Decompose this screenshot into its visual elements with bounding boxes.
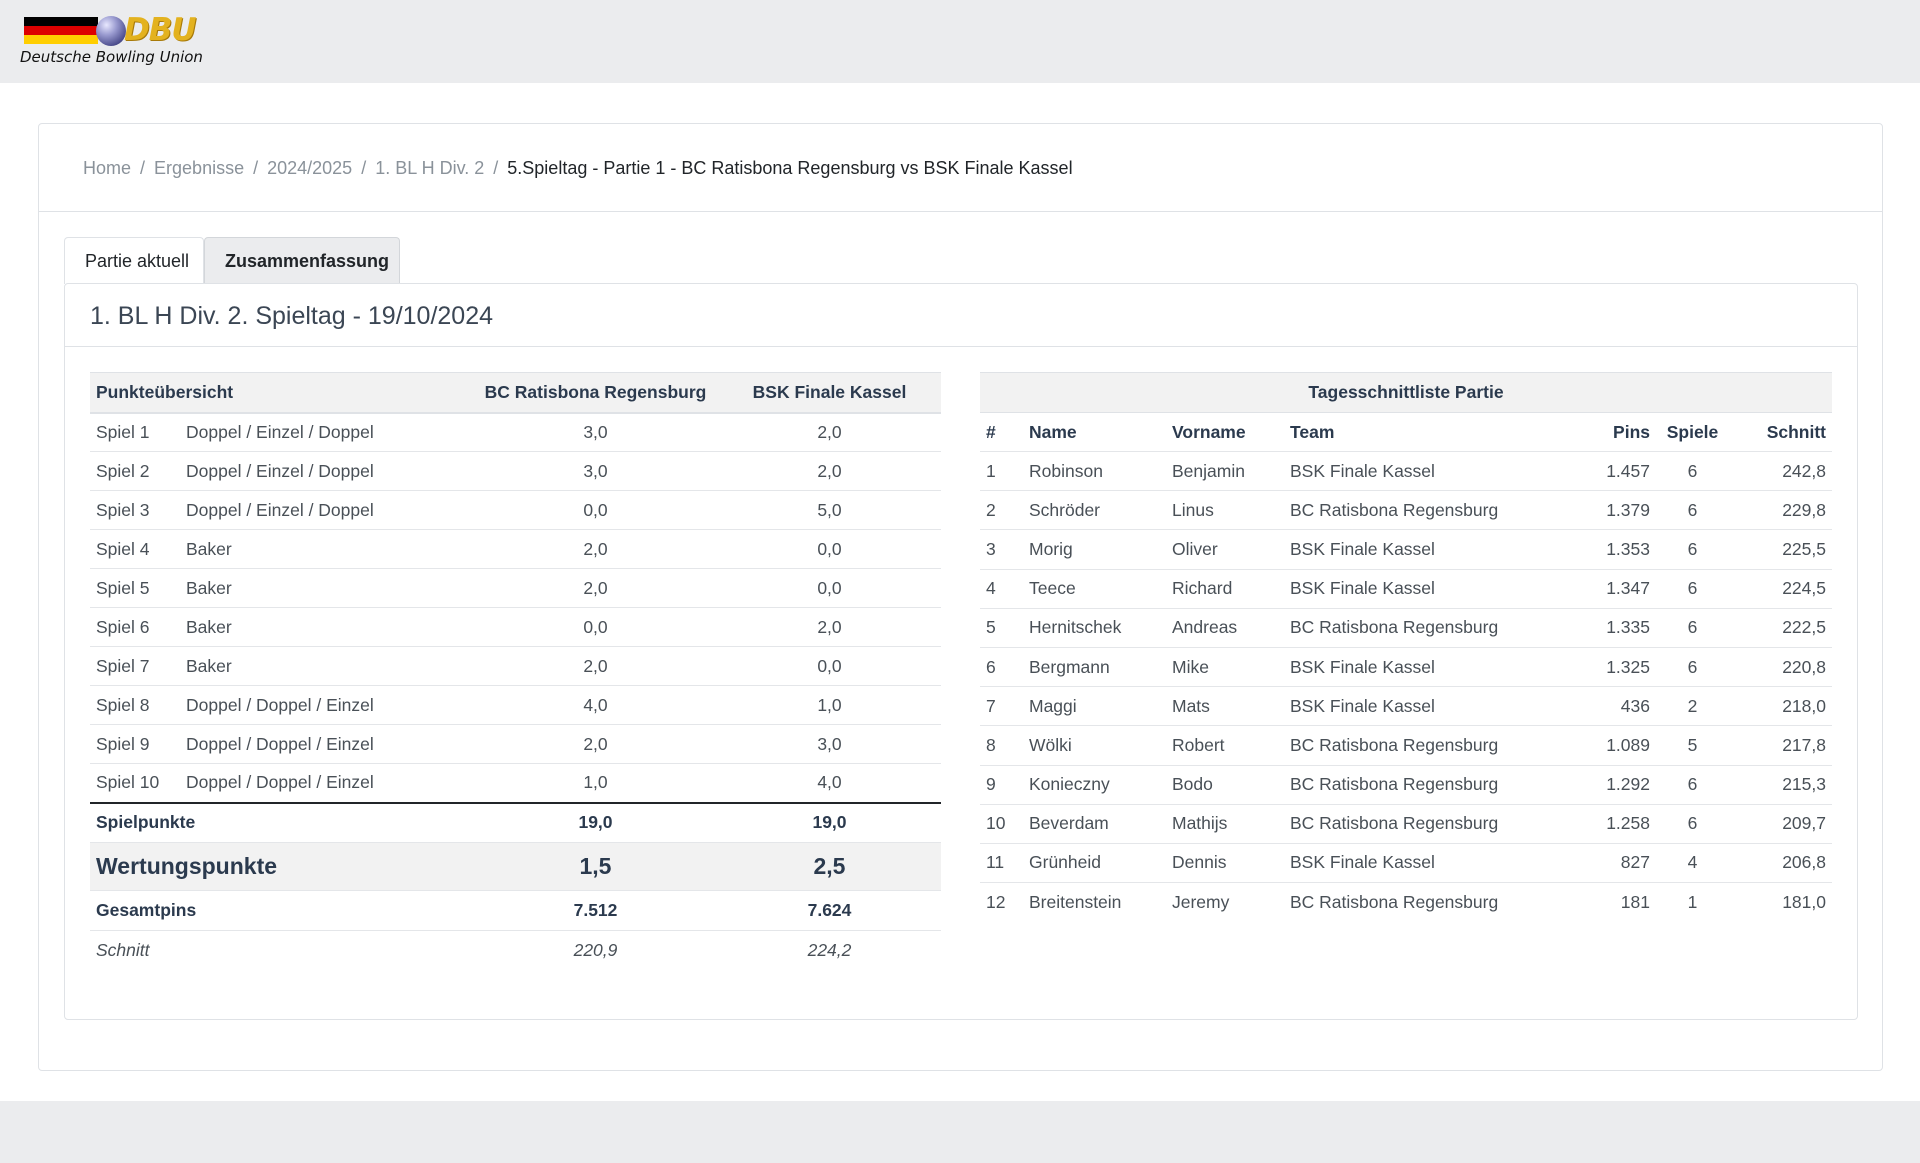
home-points: 0,0 [473,608,718,647]
home-points: 3,0 [473,413,718,452]
wertungspunkte-home: 1,5 [473,843,718,891]
game-label: Spiel 9 [90,725,186,764]
breadcrumb-season-link[interactable]: 2024/2025 [267,158,353,178]
cell-pins: 1.292 [1591,765,1650,804]
table-row [980,647,1832,686]
table-row [980,491,1832,530]
table-row [90,647,941,686]
cell-team: BC Ratisbona Regensburg [1290,608,1591,647]
table-row [90,491,941,530]
col-header-home-team: BC Ratisbona Regensburg [473,373,718,413]
cell-name: Schröder [1029,491,1172,530]
table-row [980,804,1832,843]
home-points: 2,0 [473,647,718,686]
cell-name: Konieczny [1029,765,1172,804]
cell-pins: 1.089 [1591,726,1650,765]
german-flag-icon [24,17,98,44]
cell-spiele: 1 [1687,891,1698,912]
flag-stripe-gold [24,35,98,44]
home-points: 2,0 [473,530,718,569]
cell-team: BSK Finale Kassel [1290,452,1591,491]
cell-vorname: Oliver [1172,530,1290,569]
cell-pins: 181 [1620,891,1650,912]
schnitt-row [90,931,941,971]
table-row [980,452,1832,491]
cell-pins: 1.347 [1591,569,1650,608]
cell-schnitt: 181,0 [1782,891,1826,912]
cell-schnitt: 224,5 [1735,569,1832,608]
cell-name: Grünheid [1029,843,1172,882]
game-mode: Doppel / Doppel / Einzel [186,686,473,725]
averages-table-body [980,452,1832,922]
cell-vorname: Mike [1172,647,1290,686]
cell-team: BC Ratisbona Regensburg [1290,491,1591,530]
game-mode: Baker [186,647,473,686]
gesamtpins-away: 7.624 [718,891,941,931]
game-mode: Doppel / Einzel / Doppel [186,452,473,491]
cell-pins: 827 [1591,843,1650,882]
cell-vorname: Mathijs [1172,804,1290,843]
home-points: 2,0 [473,725,718,764]
cell-vorname: Jeremy [1172,891,1230,912]
away-points: 0,0 [718,530,941,569]
cell-spiele: 4 [1650,843,1735,882]
cell-spiele: 6 [1650,804,1735,843]
home-points: 2,0 [473,569,718,608]
gesamtpins-label: Gesamtpins [90,891,473,931]
cell-spiele: 6 [1650,765,1735,804]
cell-schnitt: 206,8 [1735,843,1832,882]
cell-spiele: 6 [1650,491,1735,530]
cell-spiele: 2 [1650,687,1735,726]
cell-vorname: Robert [1172,726,1290,765]
table-row [980,765,1832,804]
table-row [90,413,941,452]
cell-pins: 1.258 [1591,804,1650,843]
col-header-punkteuebersicht: Punkteübersicht [90,373,473,413]
breadcrumb-ergebnisse-link[interactable]: Ergebnisse [154,158,245,178]
cell-name: Robinson [1029,452,1172,491]
breadcrumb-current: 5.Spieltag - Partie 1 - BC Ratisbona Regensburg vs BSK Finale Kassel [507,158,1073,178]
col-header-away-team: BSK Finale Kassel [718,373,941,413]
gesamtpins-home: 7.512 [473,891,718,931]
logo-tagline: Deutsche Bowling Union [20,48,203,66]
cell-rank: 11 [980,843,1029,882]
cell-team: BC Ratisbona Regensburg [1290,891,1499,912]
game-label: Spiel 5 [90,569,186,608]
col-header-vorname: Vorname [1172,413,1290,452]
schnitt-home: 220,9 [573,940,618,961]
table-row [90,569,941,608]
game-mode: Doppel / Einzel / Doppel [186,413,473,452]
main-card [38,123,1883,1071]
away-points: 2,0 [718,413,941,452]
game-label: Spiel 3 [90,491,186,530]
cell-pins: 1.353 [1591,530,1650,569]
tab-partie-aktuell[interactable]: Partie aktuell [64,237,204,284]
cell-spiele: 6 [1650,530,1735,569]
cell-pins: 1.379 [1591,491,1650,530]
tab-zusammenfassung[interactable]: Zusammenfassung [204,237,400,284]
cell-rank: 4 [980,569,1029,608]
away-points: 5,0 [718,491,941,530]
cell-name: Wölki [1029,726,1172,765]
table-row [980,687,1832,726]
table-row [980,530,1832,569]
away-points: 4,0 [718,764,941,803]
cell-spiele: 6 [1650,569,1735,608]
cell-schnitt: 217,8 [1735,726,1832,765]
divider [65,346,1857,347]
cell-pins: 1.335 [1591,608,1650,647]
game-label: Spiel 8 [90,686,186,725]
breadcrumb-home-link[interactable]: Home [83,158,132,178]
logo-letters: DBU [124,12,196,48]
breadcrumb-separator: / [140,158,146,178]
cell-vorname: Richard [1172,569,1290,608]
cell-team: BC Ratisbona Regensburg [1290,765,1591,804]
cell-pins: 1.325 [1591,647,1650,686]
spielpunkte-home: 19,0 [473,803,718,843]
cell-rank: 9 [980,765,1029,804]
game-label: Spiel 6 [90,608,186,647]
cell-vorname: Mats [1172,687,1290,726]
game-mode: Baker [186,608,473,647]
wertungspunkte-label: Wertungspunkte [90,843,473,891]
col-header-pins: Pins [1591,413,1650,452]
home-points: 1,0 [473,764,718,803]
wertungspunkte-row [90,843,941,891]
table-row [90,725,941,764]
col-header-schnitt: Schnitt [1735,413,1832,452]
table-caption-row [980,373,1832,413]
game-label: Spiel 10 [90,764,186,803]
points-table-body [90,413,941,971]
cell-name: Maggi [1029,687,1172,726]
game-mode: Doppel / Einzel / Doppel [186,491,473,530]
cell-pins: 1.457 [1591,452,1650,491]
table-row [980,569,1832,608]
game-mode: Baker [186,530,473,569]
cell-name: Hernitschek [1029,608,1172,647]
game-mode: Doppel / Doppel / Einzel [186,725,473,764]
cell-schnitt: 218,0 [1735,687,1832,726]
points-table [90,372,941,971]
breadcrumb-separator: / [361,158,367,178]
col-header-name: Name [1029,413,1172,452]
cell-name: Breitenstein [1029,891,1122,912]
away-points: 0,0 [718,647,941,686]
table-row [90,764,941,803]
divider [39,211,1882,212]
breadcrumb-separator: / [253,158,259,178]
cell-team: BSK Finale Kassel [1290,843,1591,882]
cell-spiele: 6 [1650,452,1735,491]
cell-team: BSK Finale Kassel [1290,647,1591,686]
cell-vorname: Dennis [1172,843,1290,882]
cell-rank: 5 [980,608,1029,647]
cell-rank: 8 [980,726,1029,765]
cell-team: BSK Finale Kassel [1290,569,1591,608]
cell-vorname: Benjamin [1172,452,1290,491]
cell-schnitt: 242,8 [1735,452,1832,491]
game-label: Spiel 4 [90,530,186,569]
breadcrumb [83,158,1073,179]
flag-stripe-black [24,17,98,26]
table-header-row [980,413,1832,452]
cell-team: BC Ratisbona Regensburg [1290,804,1591,843]
table-row [980,726,1832,765]
away-points: 3,0 [718,725,941,764]
averages-caption: Tagesschnittliste Partie [980,373,1832,413]
cell-team: BSK Finale Kassel [1290,530,1591,569]
table-row [980,883,1832,922]
table-row [980,608,1832,647]
schnitt-label: Schnitt [96,940,150,961]
home-points: 3,0 [473,452,718,491]
cell-name: Bergmann [1029,647,1172,686]
home-points: 4,0 [473,686,718,725]
bowling-ball-icon [96,16,126,46]
game-label: Spiel 7 [90,647,186,686]
cell-team: BC Ratisbona Regensburg [1290,726,1591,765]
table-header-row [90,373,941,413]
dbu-logo[interactable] [20,12,210,68]
cell-rank: 7 [980,687,1029,726]
cell-vorname: Andreas [1172,608,1290,647]
spielpunkte-row [90,803,941,843]
cell-spiele: 6 [1650,608,1735,647]
col-header-spiele: Spiele [1650,413,1735,452]
cell-spiele: 5 [1650,726,1735,765]
summary-panel [64,283,1858,1020]
away-points: 0,0 [718,569,941,608]
cell-schnitt: 209,7 [1735,804,1832,843]
cell-name: Beverdam [1029,804,1172,843]
game-mode: Baker [186,569,473,608]
cell-pins: 436 [1591,687,1650,726]
cell-rank: 1 [980,452,1029,491]
flag-stripe-red [24,26,98,35]
cell-rank: 12 [986,891,1006,912]
table-row [90,686,941,725]
table-row [90,452,941,491]
table-row [90,530,941,569]
averages-table [980,372,1832,922]
cell-rank: 2 [980,491,1029,530]
cell-name: Morig [1029,530,1172,569]
game-label: Spiel 2 [90,452,186,491]
footer-bar [0,1101,1920,1163]
home-points: 0,0 [473,491,718,530]
spielpunkte-label: Spielpunkte [90,803,473,843]
cell-schnitt: 225,5 [1735,530,1832,569]
breadcrumb-separator: / [493,158,499,178]
cell-rank: 3 [980,530,1029,569]
game-mode: Doppel / Doppel / Einzel [186,764,473,803]
col-header-team: Team [1290,413,1591,452]
wertungspunkte-away: 2,5 [718,843,941,891]
away-points: 1,0 [718,686,941,725]
schnitt-away: 224,2 [807,940,852,961]
game-label: Spiel 1 [90,413,186,452]
cell-name: Teece [1029,569,1172,608]
col-header-rank: # [980,413,1029,452]
cell-vorname: Bodo [1172,765,1290,804]
cell-schnitt: 220,8 [1735,647,1832,686]
cell-team: BSK Finale Kassel [1290,687,1591,726]
cell-rank: 10 [980,804,1029,843]
cell-spiele: 6 [1650,647,1735,686]
gesamtpins-row [90,891,941,931]
table-row [980,843,1832,882]
cell-schnitt: 229,8 [1735,491,1832,530]
cell-vorname: Linus [1172,491,1290,530]
top-header-bar [0,0,1920,83]
spielpunkte-away: 19,0 [718,803,941,843]
cell-rank: 6 [980,647,1029,686]
cell-schnitt: 215,3 [1735,765,1832,804]
away-points: 2,0 [718,608,941,647]
breadcrumb-league-link[interactable]: 1. BL H Div. 2 [375,158,485,178]
away-points: 2,0 [718,452,941,491]
cell-schnitt: 222,5 [1735,608,1832,647]
table-row [90,608,941,647]
panel-title: 1. BL H Div. 2. Spieltag - 19/10/2024 [90,302,494,330]
